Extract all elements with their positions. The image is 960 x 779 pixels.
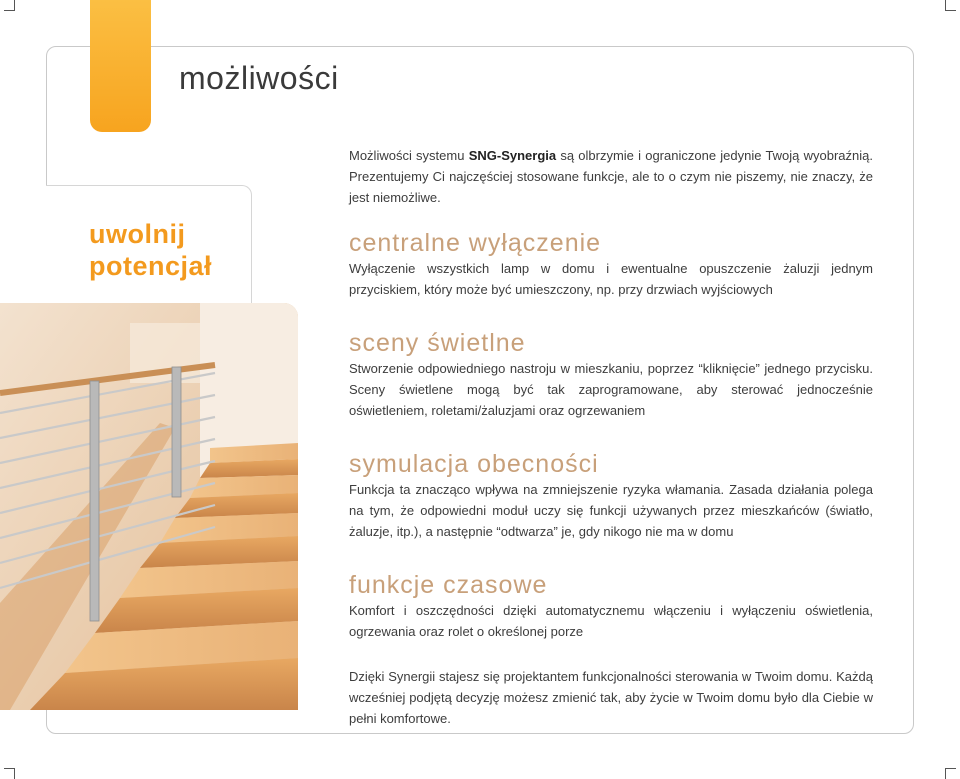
section-title-central-off: centralne wyłączenie: [349, 229, 602, 257]
page-title: możliwości: [179, 60, 339, 96]
side-title-line2: potencjał: [89, 251, 213, 281]
closing-paragraph: Dzięki Synergii stajesz się projektantem funkcjonalności sterowania w Twoim domu. Każdą wcześniej podjętą decyzję możesz zmienić tak, aby życie w Twoim domu było dla Ciebie w pełni komfortowe.: [349, 669, 873, 726]
orange-tab: [90, 0, 151, 132]
intro-text-start: Możliwości systemu: [349, 148, 469, 163]
crop-mark-bottom-left: [4, 768, 15, 779]
intro-brand: SNG-Synergia: [468, 148, 557, 163]
crop-mark-top-left: [4, 0, 15, 11]
intro-text-end: są olbrzymie i ograniczone jedynie Twoją wyobraźnią. Prezentujemy Ci najczęściej stosowane funkcje, ale to o czym nie piszemy, nie znaczy, że jest niemożliwe.: [349, 148, 873, 205]
intro-paragraph: [349, 145, 873, 208]
section-body-time-functions: Komfort i oszczędności dzięki automatycznemu włączeniu i wyłączeniu oświetlenia, ogrzewania oraz rolet o określonej porze: [349, 603, 873, 639]
content-column: [349, 145, 873, 729]
crop-mark-top-right: [945, 0, 956, 11]
staircase-photo: [0, 303, 298, 710]
side-title-line1: uwolnij: [89, 219, 186, 249]
section-body-presence-simulation: Funkcja ta znacząco wpływa na zmniejszenie ryzyka włamania. Zasada działania polega na tym, że odpowiedni moduł uczy się funkcji używanych przez mieszkańców (światło, żaluzje, itp.), a następnie “odtwarza” je, gdy nikogo nie ma w domu: [349, 482, 873, 539]
section-title-time-functions: funkcje czasowe: [349, 571, 548, 599]
section-title-light-scenes: sceny świetlne: [349, 329, 526, 357]
section-body-central-off: Wyłączenie wszystkich lamp w domu i ewentualne opuszczenie żaluzji jednym przyciskiem, który może być umieszczony, np. przy drzwiach wyjściowych: [349, 261, 873, 297]
crop-mark-bottom-right: [945, 768, 956, 779]
side-title: [89, 218, 249, 282]
section-title-presence-simulation: symulacja obecności: [349, 450, 599, 478]
section-body-light-scenes: Stworzenie odpowiedniego nastroju w mieszkaniu, poprzez “kliknięcie” jednego przycisku. Sceny świetlene mogą być tak zaprogramowane, aby sterować jednocześnie oświetleniem, roletami/żaluzjami oraz ogrzewaniem: [349, 361, 873, 418]
